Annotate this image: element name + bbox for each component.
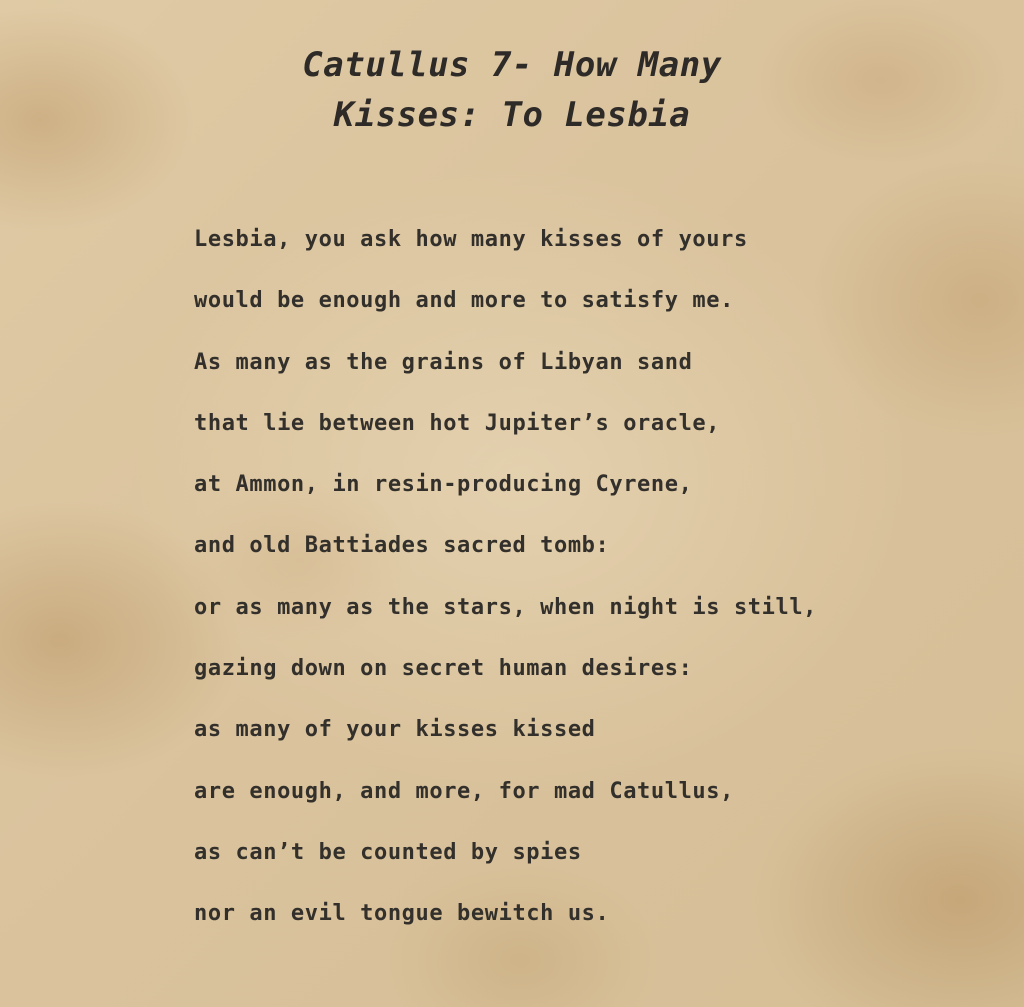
title-line-1: Catullus 7- How Many [302, 45, 722, 85]
poem-line: As many as the grains of Libyan sand [194, 349, 693, 375]
title-line-2: Kisses: To Lesbia [333, 95, 691, 135]
poem-line: Lesbia, you ask how many kisses of yours [194, 227, 748, 252]
poem-line: and old Battiades sacred tomb: [194, 533, 610, 559]
poem-line: gazing down on secret human desires: [194, 656, 693, 682]
poem-line: are enough, and more, for mad Catullus, [194, 778, 734, 804]
poem-line: or as many as the stars, when night is still, [194, 594, 818, 620]
poem-line: at Ammon, in resin-producing Cyrene, [194, 472, 693, 498]
poem-line: that lie between hot Jupiter’s oracle, [194, 410, 721, 436]
poem-line: nor an evil tongue bewitch us. [194, 901, 610, 927]
poem-line: would be enough and more to satisfy me. [194, 288, 734, 314]
poem-body [194, 222, 817, 958]
poem-line: as can’t be counted by spies [194, 839, 582, 865]
poem-line: as many of your kisses kissed [194, 717, 596, 743]
poem-title [0, 40, 1024, 140]
